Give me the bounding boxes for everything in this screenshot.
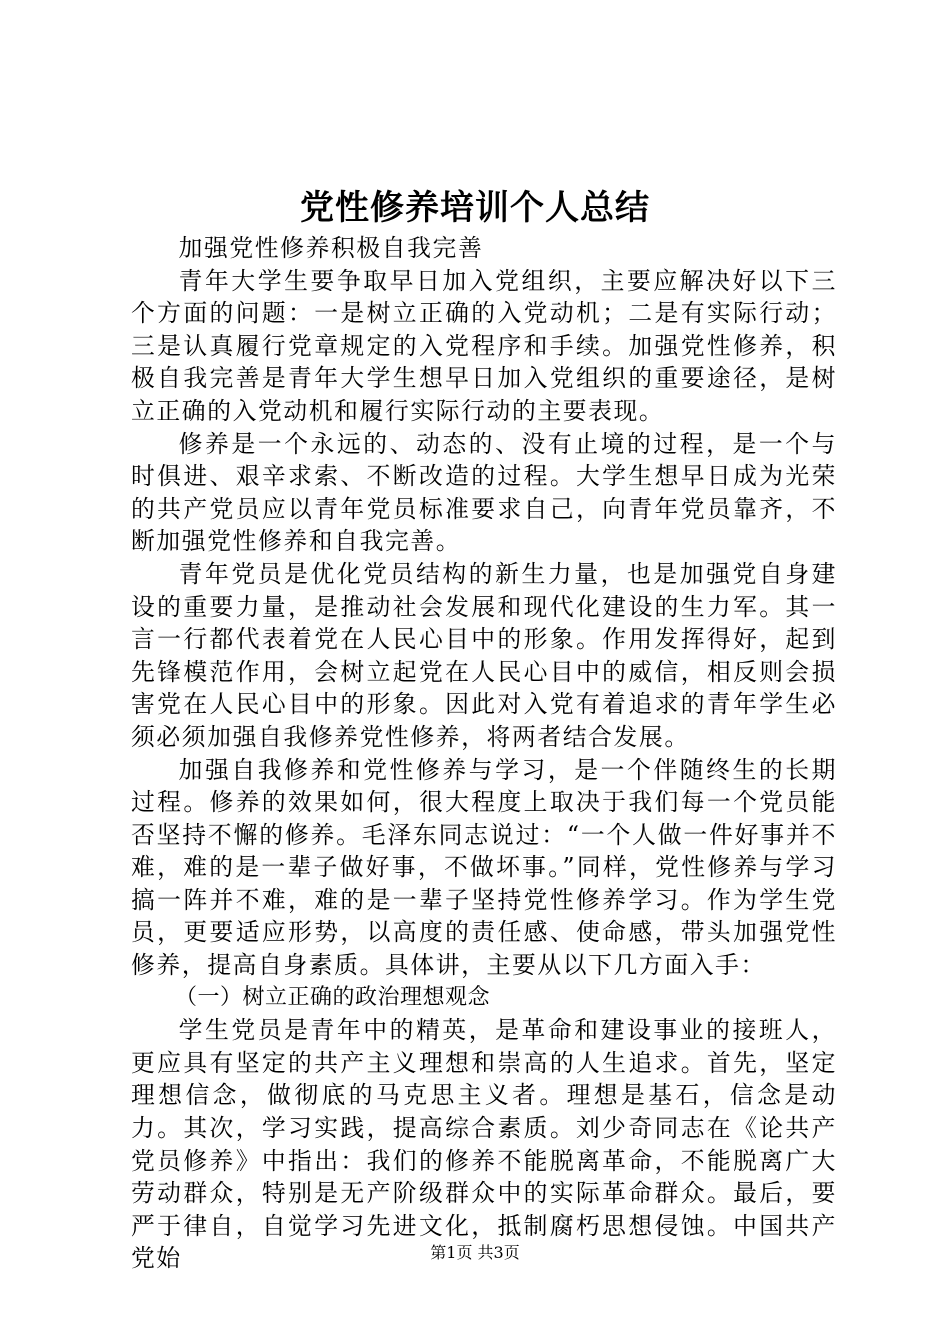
paragraph: 青年大学生要争取早日加入党组织，主要应解决好以下三个方面的问题：一是树立正确的入党动机；二是有实际行动；三是认真履行党章规定的入党程序和手续。加强党性修养，积极自我完善是青年大学生想早日加入党组织的重要途径，是树立正确的入党动机和履行实际行动的主要表现。 [131, 266, 837, 425]
paragraph: 学生党员是青年中的精英，是革命和建设事业的接班人，更应具有坚定的共产主义理想和崇高的人生追求。首先，坚定理想信念，做彻底的马克思主义者。理想是基石，信念是动力。其次，学习实践，提高综合素质。刘少奇同志在《论共产党员修养》中指出：我们的修养不能脱离革命，不能脱离广大劳动群众，特别是无产阶级群众中的实际革命群众。最后，要严于律自，自觉学习先进文化，抵制腐朽思想侵蚀。中国共产党始 [131, 1016, 837, 1273]
document-title: 党性修养培训个人总结 [300, 188, 650, 228]
document-body [131, 232, 837, 1275]
paragraph-subtitle: 加强党性修养积极自我完善 [178, 234, 484, 262]
paragraph: 青年党员是优化党员结构的新生力量，也是加强党自身建设的重要力量，是推动社会发展和现代化建设的生力军。其一言一行都代表着党在人民心目中的形象。作用发挥得好，起到先锋模范作用，会树立起党在人民心目中的威信，相反则会损害党在人民心目中的形象。因此对入党有着追求的青年学生必须必须加强自我修养党性修养，将两者结合发展。 [131, 559, 837, 751]
page-footer: 第1页 共3页 [430, 1243, 520, 1262]
section-heading: （一）树立正确的政治理想观念 [175, 984, 491, 1010]
paragraph: 加强自我修养和党性修养与学习，是一个伴随终生的长期过程。修养的效果如何，很大程度上取决于我们每一个党员能否坚持不懈的修养。毛泽东同志说过：“一个人做一件好事并不难，难的是一辈子做好事，不做坏事。”同样，党性修养与学习搞一阵并不难，难的是一辈子坚持党性修养学习。作为学生党员，更要适应形势，以高度的责任感、使命感，带头加强党性修养，提高自身素质。具体讲，主要从以下几方面入手： [131, 755, 837, 980]
paragraph: 修养是一个永远的、动态的、没有止境的过程，是一个与时俱进、艰辛求索、不断改造的过程。大学生想早日成为光荣的共产党员应以青年党员标准要求自己，向青年党员靠齐，不断加强党性修养和自我完善。 [131, 429, 837, 556]
